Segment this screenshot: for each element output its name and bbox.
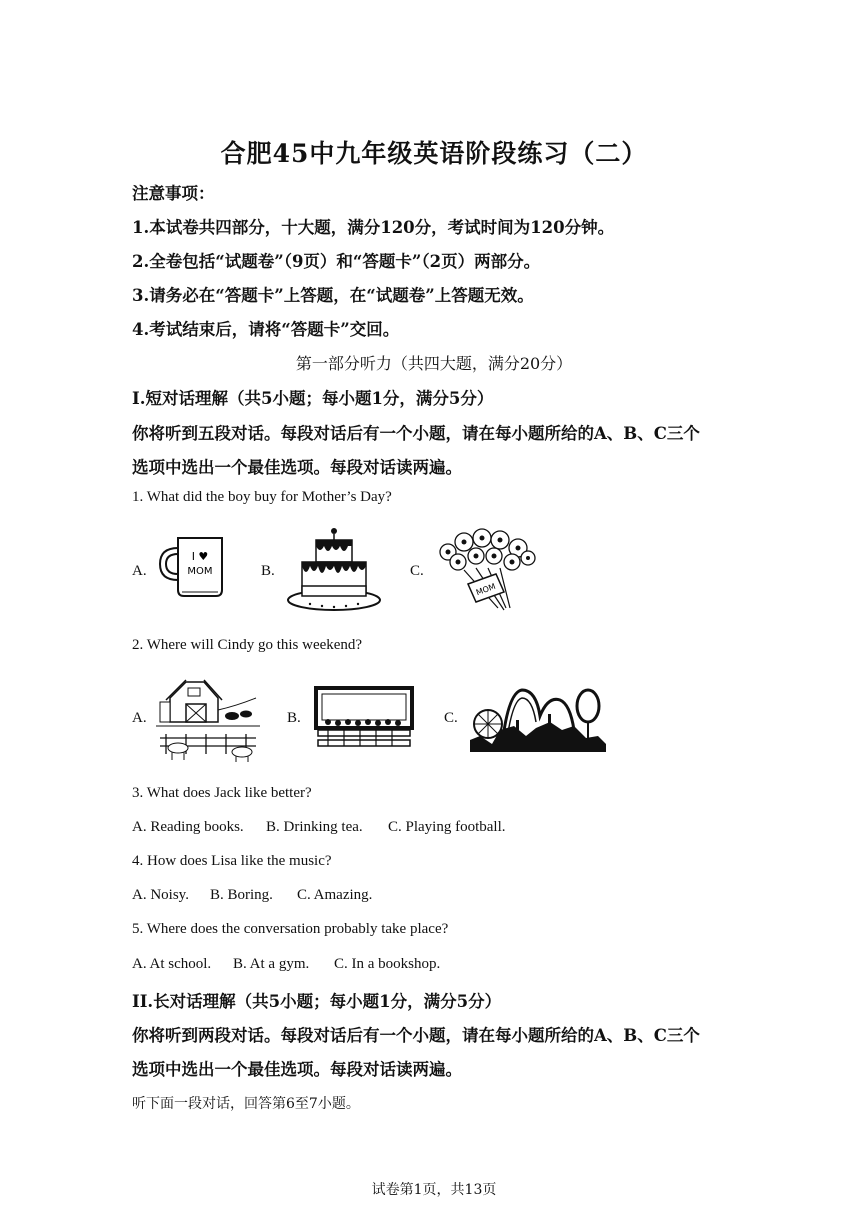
section-two-instruction-line2: 选项中选出一个最佳选项。每段对话读两遍。 [132, 1060, 462, 1079]
question-2: 2. Where will Cindy go this weekend? [132, 637, 363, 653]
q2-option-a-label: A. [132, 710, 147, 726]
section-two-instruction-line1: 你将听到两段对话。每段对话后有一个小题，请在每小题所给的A、B、C三个 [132, 1026, 700, 1045]
question-3: 3. What does Jack like better? [132, 785, 312, 801]
cake-image [286, 526, 382, 614]
question-1: 1. What did the boy buy for Mother’s Day? [132, 489, 392, 505]
q3-option-a: A. Reading books. [132, 819, 244, 835]
q4-option-c: C. Amazing. [297, 887, 373, 903]
mug-text-2: MOM [187, 566, 213, 577]
notice-item-4: 4.考试结束后，请将“答题卡”交回。 [132, 320, 400, 339]
notice-heading: 注意事项： [132, 184, 215, 203]
section-two-heading: II.长对话理解（共5小题；每小题1分，满分5分） [132, 992, 502, 1011]
amusement-park-image [470, 686, 606, 754]
cinema-image [314, 686, 414, 750]
notice-item-2: 2.全卷包括“试题卷”（9页）和“答题卡”（2页）两部分。 [132, 252, 541, 271]
section-one-instruction-line2: 选项中选出一个最佳选项。每段对话读两遍。 [132, 458, 462, 477]
q2-option-b-label: B. [287, 710, 301, 726]
q5-option-c: C. In a bookshop. [334, 956, 441, 972]
q3-option-b: B. Drinking tea. [266, 819, 363, 835]
card-text: MOM [474, 581, 497, 598]
q5-option-a: A. At school. [132, 956, 212, 972]
page-title: 合肥45中九年级英语阶段练习（二） [220, 139, 648, 168]
q1-option-b-label: B. [261, 563, 275, 579]
farm-image [156, 676, 260, 764]
notice-item-1: 1.本试卷共四部分，十大题，满分120分，考试时间为120分钟。 [132, 218, 615, 237]
q2-option-c-label: C. [444, 710, 458, 726]
mug-text-1: I ♥ [191, 550, 209, 563]
question-5: 5. Where does the conversation probably take place? [132, 921, 449, 937]
q4-option-b: B. Boring. [210, 887, 273, 903]
section-one-heading: I.短对话理解（共5小题；每小题1分，满分5分） [132, 389, 494, 408]
section-one-instruction-line1: 你将听到五段对话。每段对话后有一个小题，请在每小题所给的A、B、C三个 [132, 424, 700, 443]
q5-option-b: B. At a gym. [233, 956, 310, 972]
section-two-note: 听下面一段对话，回答第6至7小题。 [132, 1096, 360, 1112]
q1-option-a-label: A. [132, 563, 147, 579]
q4-option-a: A. Noisy. [132, 887, 189, 903]
flowers-image [434, 528, 536, 612]
question-4: 4. How does Lisa like the music? [132, 853, 332, 869]
mug-image [156, 534, 230, 602]
q3-option-c: C. Playing football. [388, 819, 506, 835]
q1-option-c-label: C. [410, 563, 424, 579]
notice-item-3: 3.请务必在“答题卡”上答题，在“试题卷”上答题无效。 [132, 286, 534, 305]
part-one-heading: 第一部分听力（共四大题，满分20分） [295, 354, 573, 373]
page-footer: 试卷第1页，共13页 [371, 1182, 497, 1198]
